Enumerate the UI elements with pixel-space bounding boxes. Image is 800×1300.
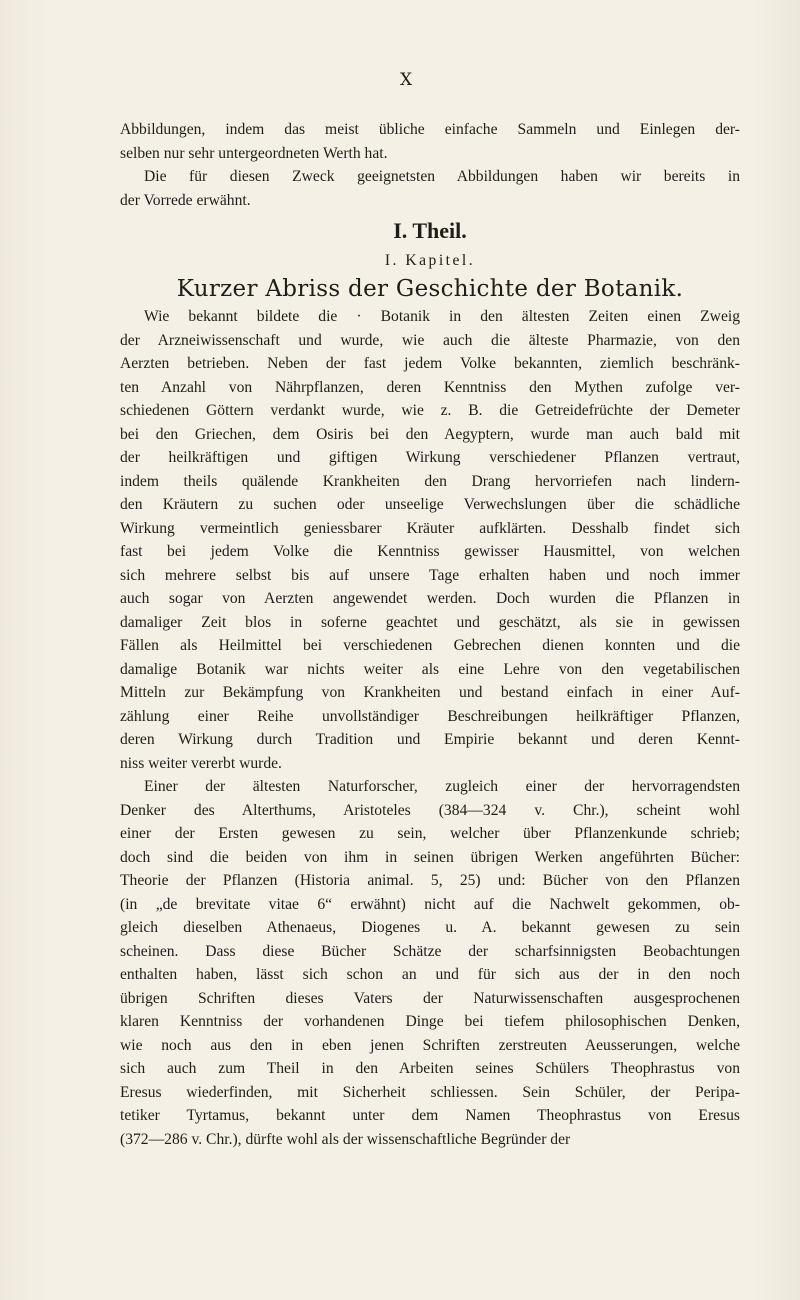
paragraph-2 bbox=[120, 775, 740, 1151]
text-line: Mitteln zur Bekämpfung von Krankheiten und bestand einfach in einer Auf- bbox=[120, 684, 740, 701]
text-line: selben nur sehr untergeordneten Werth hat. bbox=[120, 144, 388, 162]
text-line: Wirkung vermeintlich geniessbarer Kräuter aufklärten. Desshalb findet sich bbox=[120, 519, 740, 537]
text-line: Denker des Alterthums, Aristoteles (384—324 v. Chr.), scheint wohl bbox=[120, 801, 740, 819]
text-line: sich auch zum Theil in den Arbeiten seines Schülers Theophrastus von bbox=[120, 1060, 740, 1077]
text-line: Abbildungen, indem das meist übliche einfache Sammeln und Einlegen der- bbox=[120, 121, 740, 138]
text-line: einer der Ersten gewesen zu sein, welcher über Pflanzenkunde schrieb; bbox=[120, 825, 740, 842]
text-line: Einer der ältesten Naturforscher, zugleich einer der hervorragendsten bbox=[144, 778, 740, 795]
text-line: auch sogar von Aerzten angewendet werden. Doch wurden die Pflanzen in bbox=[120, 590, 740, 607]
text-line: gleich dieselben Athenaeus, Diogenes u. A. bekannt gewesen zu sein bbox=[120, 919, 740, 936]
text-line: (in „de brevitate vitae 6“ erwähnt) nicht auf die Nachwelt gekommen, ob- bbox=[120, 895, 740, 913]
text-line: der Arzneiwissenschaft und wurde, wie auch die älteste Pharmazie, von den bbox=[120, 331, 740, 349]
text-line: sich mehrere selbst bis auf unsere Tage erhalten haben und noch immer bbox=[120, 566, 740, 584]
text-line: wie noch aus den in eben jenen Schriften zerstreuten Aeusserungen, welche bbox=[120, 1036, 740, 1054]
text-line: zählung einer Reihe unvollständiger Beschreibungen heilkräftiger Pflanzen, bbox=[120, 707, 740, 725]
text-line: fast bei jedem Volke die Kenntniss gewisser Hausmittel, von welchen bbox=[120, 543, 740, 560]
text-line: doch sind die beiden von ihm in seinen übrigen Werken angeführten Bücher: bbox=[120, 848, 740, 866]
text-line: der Vorrede erwähnt. bbox=[120, 191, 251, 209]
part-title: I. Theil. bbox=[393, 218, 467, 243]
text-line: schiedenen Göttern verdankt wurde, wie z. B. die Getreidefrüchte der Demeter bbox=[120, 402, 740, 419]
text-line: (372—286 v. Chr.), dürfte wohl als der wissenschaftliche Begründer der bbox=[120, 1130, 571, 1148]
paragraph-1 bbox=[120, 305, 740, 775]
text-line: scheinen. Dass diese Bücher Schätze der scharfsinnigsten Beobachtungen bbox=[120, 942, 740, 960]
text-line: Fällen als Heilmittel bei verschiedenen Gebrechen dienen konnten und die bbox=[120, 637, 740, 654]
text-line: damalige Botanik war nichts weiter als eine Lehre von den vegetabilischen bbox=[120, 660, 740, 678]
text-line: damaliger Zeit blos in soferne geachtet und geschätzt, als sie in gewissen bbox=[120, 613, 740, 631]
body-text bbox=[120, 118, 740, 1151]
text-line: Die für diesen Zweck geeignetsten Abbildungen haben wir bereits in bbox=[144, 168, 740, 185]
text-line: indem theils quälende Krankheiten den Drang hervorriefen nach lindern- bbox=[120, 472, 740, 490]
text-line: enthalten haben, lässt sich schon an und für sich aus der in den noch bbox=[120, 966, 740, 983]
text-line: Eresus wiederfinden, mit Sicherheit schliessen. Sein Schüler, der Peripa- bbox=[120, 1083, 740, 1101]
text-line: tetiker Tyrtamus, bekannt unter dem Namen Theophrastus von Eresus bbox=[120, 1107, 740, 1124]
text-line: ten Anzahl von Nährpflanzen, deren Kenntniss den Mythen zufolge ver- bbox=[120, 378, 740, 396]
text-line: den Kräutern zu suchen oder unseelige Verwechslungen über die schädliche bbox=[120, 496, 740, 513]
text-line: Theorie der Pflanzen (Historia animal. 5, 25) und: Bücher von den Pflanzen bbox=[120, 872, 740, 889]
text-line: deren Wirkung durch Tradition und Empirie bekannt und deren Kennt- bbox=[120, 731, 740, 748]
chapter-title: Kurzer Abriss der Geschichte der Botanik. bbox=[176, 276, 684, 302]
text-line: Aerzten betrieben. Neben der fast jedem Volke bekannten, ziemlich beschränk- bbox=[120, 355, 740, 372]
text-line: übrigen Schriften dieses Vaters der Naturwissenschaften ausgesprochenen bbox=[120, 989, 740, 1007]
chapter-label: I. Kapitel. bbox=[384, 252, 476, 269]
page-number: X bbox=[400, 70, 414, 90]
text-line: bei den Griechen, dem Osiris bei den Aegyptern, wurde man auch bald mit bbox=[120, 425, 740, 443]
text-line: der heilkräftigen und giftigen Wirkung verschiedener Pflanzen vertraut, bbox=[120, 449, 740, 466]
text-line: niss weiter vererbt wurde. bbox=[120, 754, 282, 772]
text-line: Wie bekannt bildete die · Botanik in den ältesten Zeiten einen Zweig bbox=[144, 308, 740, 325]
text-line: klaren Kenntniss der vorhandenen Dinge bei tiefem philosophischen Denken, bbox=[120, 1013, 740, 1030]
